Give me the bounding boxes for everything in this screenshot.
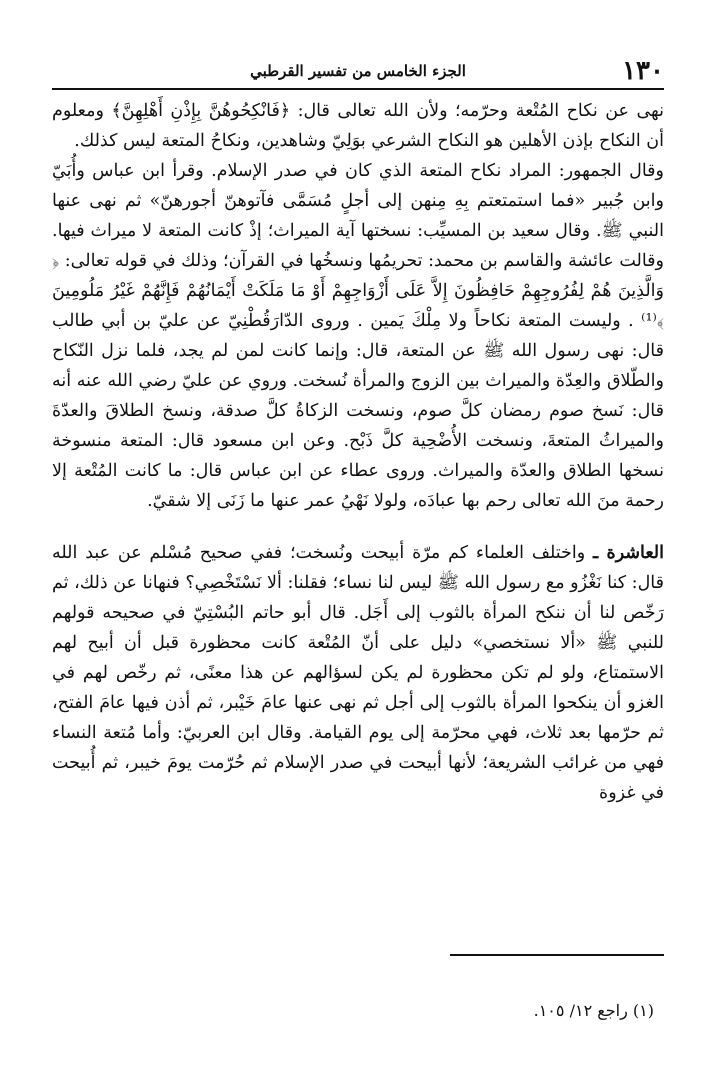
footnote-rule [450,954,664,956]
running-title: الجزء الخامس من تفسير القرطبي [250,62,466,80]
paragraph: نهى عن نكاح المُتْعة وحرّمه؛ ولأن الله تعالى قال: ﴿فَانْكِحُوهُنَّ بِإِذْنِ أَهْلِهِنَّ﴾ ومعلوم أن النكاح بإذن الأهلين هو النكاح الشرعي بوَلِيّ وشاهدين، ونكاحُ المتعة ليس كذلك. [52,101,664,151]
paragraph: وقال الجمهور: المراد نكاح المتعة الذي كان في صدر الإسلام. وقرأ ابن عباس وأُبَيّ وابن جُبير «فما استمتعتم بِهِ مِنهن إلى أجلٍ مُسَمَّى فآتوهنّ أجورهنّ» ثم نهى عنها النبي ﷺ. وقال سعيد بن المسيِّب: نسختها آية الميراث؛ إذْ كانت المتعة لا ميراث فيها. وقالت عائشة والقاسم بن محمد: تحريمُها ونسخُها في القرآن؛ وذلك في قوله تعالى: ﴿ وَالَّذِينَ هُمْ لِفُرُوجِهِمْ حَافِظُونَ إِلاَّ عَلَى أَزْوَاجِهِمْ أَوْ مَا مَلَكَتْ أَيْمَانُهُمْ فَإِنَّهُمْ غَيْرُ مَلُومِينَ ﴾⁽¹⁾ . وليست المتعة نكاحاً ولا مِلْكَ يَمين . وروى الدّارَقُطْنِيّ عن عليّ بن أبي طالب قال: نهى رسول الله ﷺ عن المتعة، قال: وإنما كانت لمن لم يجد، فلما نزل النّكاح والطّلاق والعِدّة والميراث بين الزوج والمرأة نُسخت. وروي عن عليّ رضي الله عنه أنه قال: نَسخ صوم رمضان كلَّ صوم، ونسخت الزكاةُ كلَّ صدقة، ونسخ الطلاقَ والعدّةَ والميراثُ المتعةَ، ونسخت الأُضْحِية كلَّ ذَبْح. وعن ابن مسعود قال: المتعة منسوخة نسخها الطلاق والعدّة والميراث. وروى عطاء عن ابن عباس قال: ما كانت المُتْعة إلا رحمة منَ الله تعالى رحم بها عبادَه، ولولا نَهْيُ عمر عنها ما زَنَى إلا شقيّ. [52,161,664,511]
paragraph-text: واختلف العلماء كم مرّة أبيحت ونُسخت؛ ففي صحيح مُسْلم عن عبد الله قال: كنا نَغْزُو مع رسول الله ﷺ ليس لنا نساء؛ فقلنا: ألا نَسْتَخْصِي؟ فنهانا عن ذلك، ثم رَخّص لنا أن ننكح المرأة بالثوب إلى أَجَل. قال أبو حاتم البُسْتِيّ في صحيحه قولهم للنبي ﷺ «ألا نستخصي» دليل على أنّ المُتْعة كانت محظورة قبل أن أبيح لهم الاستمتاع، ولو لم تكن محظورة لم يكن لسؤالهم عن هذا معنًى، ثم رخّص لهم في الغزو أن ينكحوا المرأة بالثوب إلى أجل ثم نهى عنها عامَ خَيْبر، ثم أذن فيها عامَ الفتح، ثم حرّمها بعد ثلاث، فهي محرّمة إلى يوم القيامة. وقال ابن العربيّ: وأما مُتعة النساء فهي من غرائب الشريعة؛ لأنها أبيحت في صدر الإسلام ثم حُرّمت يومَ خيبر، ثم أُبيحت في غزوة [52,543,664,803]
body-text [52,96,664,808]
header-rule [52,88,664,90]
section-lead: العاشرة ـ [593,543,664,563]
page-number: ١٣٠ [622,56,664,86]
page-header [52,56,664,86]
paragraph [52,538,664,808]
footnote: (١) راجع ١٢/ ١٠٥. [533,1001,654,1020]
